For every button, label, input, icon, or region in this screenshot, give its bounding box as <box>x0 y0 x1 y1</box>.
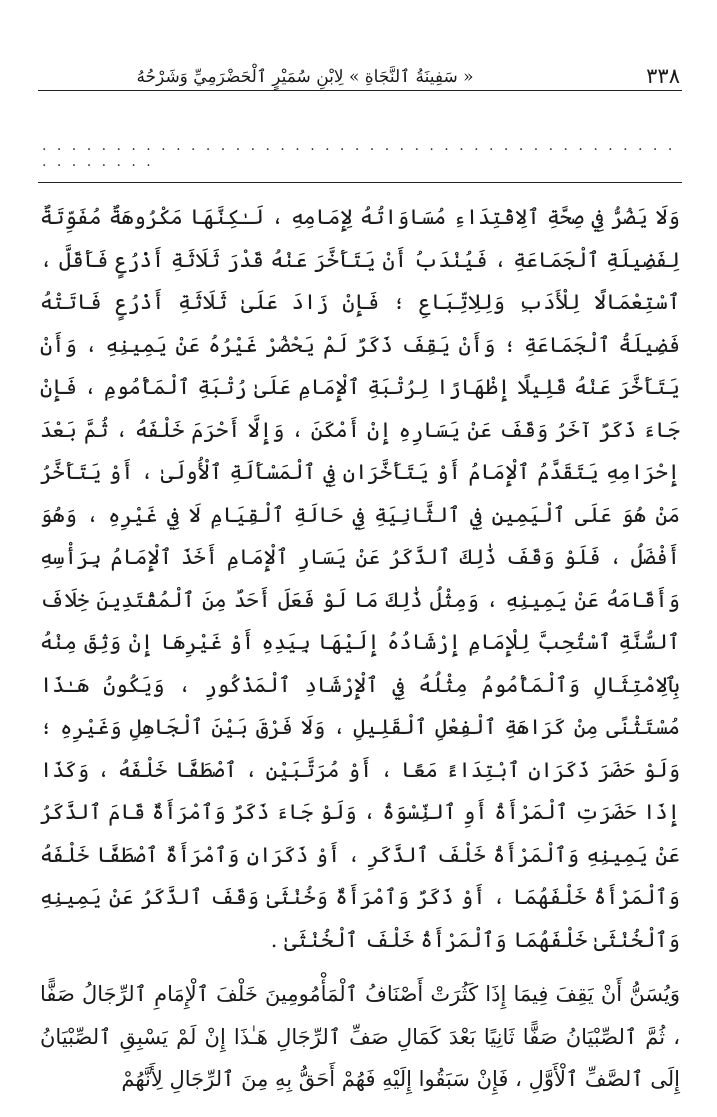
paragraph-1: وَلَا يَضُرُّ فِي صِحَّةِ ٱلِاقْتِدَاءِ مُسَاوَاتُهُ لِإِمَامِهِ ، لَـٰكِنَّهَا مَكْرُوهَةٌ مُفَوِّتَةٌ لِفَضِيلَةِ ٱلْجَمَاعَةِ ، فَيُنْدَبُ أَنْ يَتَأَخَّرَ عَنْهُ قَدْرَ ثَلَاثَةِ أَذْرُعٍ فَأَقَلَّ ، ٱسْتِعْمَالًا لِلْأَدَبِ وَلِلِاتِّبَاعِ ؛ فَإِنْ زَادَ عَلَىٰ ثَلَاثَةِ أَذْرُعٍ فَاتَتْهُ فَضِيلَةُ ٱلْجَمَاعَةِ ؛ وَأَنْ يَقِفَ ذَكَرٌ لَمْ يَحْضُرْ غَيْرُهُ عَنْ يَمِينِهِ ، وَأَنْ يَتَأَخَّرَ عَنْهُ قَلِيلًا إِظْهَارًا لِرُتْبَةِ ٱلْإِمَامِ عَلَىٰ رُتْبَةِ ٱلْمَأْمُومِ ، فَإِنْ جَاءَ ذَكَرٌ آخَرُ وَقَفَ عَنْ يَسَارِهِ إِنْ أَمْكَنَ ، وَإِلَّا أَحْرَمَ خَلْفَهُ ، ثُمَّ بَعْدَ إِحْرَامِهِ يَتَقَدَّمُ ٱلْإِمَامُ أَوْ يَتَأَخَّرَانِ فِي ٱلْمَسْأَلَةِ ٱلْأُولَىٰ ، أَوْ يَتَأَخَّرُ مَنْ هُوَ عَلَى ٱلْيَمِينِ فِي ٱلثَّانِيَةِ فِي حَالَةِ ٱلْقِيَامِ لَا فِي غَيْرِهِ ، وَهُوَ أَفْضَلُ ، فَلَوْ وَقَفَ ذَٰلِكَ ٱلذَّكَرُ عَنْ يَسَارِ ٱلْإِمَامِ أَخَذَ ٱلْإِمَامُ بِرَأْسِهِ وَأَقَامَهُ عَنْ يَمِينِهِ ، وَمِثْلُ ذَٰلِكَ مَا لَوْ فَعَلَ أَحَدٌ مِنَ ٱلْمُقْتَدِينَ خِلَافَ ٱلسُّنَّةِ ٱسْتُحِبَّ لِلْإِمَامِ إِرْشَادُهُ إِلَيْهَا بِيَدِهِ أَوْ غَيْرِهَا إِنْ وَثِقَ مِنْهُ بِٱلِامْتِثَالِ وَٱلْمَأْمُومُ مِثْلُهُ فِي ٱلْإِرْشَادِ ٱلْمَذْكُورِ ، وَيَكُونُ هَـٰذَا مُسْتَثْنًى مِنْ كَرَاهَةِ ٱلْفِعْلِ ٱلْقَلِيلِ ، وَلَا فَرْقَ بَيْنَ ٱلْجَاهِلِ وَغَيْرِهِ ؛ وَلَوْ حَضَرَ ذَكَرَانِ ٱبْتِدَاءً مَعًا ، أَوْ مُرَتَّبَيْنِ ، ٱصْطَفَّا خَلْفَهُ ، وَكَذَا إِذَا حَضَرَتِ ٱلْمَرْأَةُ أَوِ ٱلنِّسْوَةُ ، وَلَوْ جَاءَ ذَكَرٌ وَٱمْرَأَةٌ قَامَ ٱلذَّكَرُ عَنْ يَمِينِهِ وَٱلْمَرْأَةُ خَلْفَ ٱلذَّكَرِ ، أَوْ ذَكَرَانِ وَٱمْرَأَةٌ ٱصْطَفَّا خَلْفَهُ وَٱلْمَرْأَةُ خَلْفَهُمَا ، أَوْ ذَكَرٌ وَٱمْرَأَةٌ وَخُنْثَىٰ وَقَفَ ٱلذَّكَرُ عَنْ يَمِينِهِ وَٱلْخُنْثَىٰ خَلْفَهُمَا وَٱلْمَرْأَةُ خَلْفَ ٱلْخُنْثَىٰ . <box>40 205 680 952</box>
body-text <box>40 196 680 1101</box>
running-title: « سَفِينَةُ ٱلنَّجَاةِ » لِابْنِ سُمَيْرٍ ٱلْحَضْرَمِيِّ وَشَرْحُهُ <box>136 67 474 87</box>
section-rule <box>38 182 682 183</box>
ellipsis-separator: . . . . . . . . . . . . . . . . . . . . . . . . . . . . . . . . . . . . . . . . . . . . . . . . . . . <box>42 138 676 170</box>
page-number: ٣٣٨ <box>646 64 680 88</box>
header-rule <box>38 90 682 91</box>
paragraph-2: وَيُسَنُّ أَنْ يَقِفَ فِيمَا إِذَا كَثُرَتْ أَصْنَافُ ٱلْمَأْمُومِينَ خَلْفَ ٱلْإِمَامِ ٱلرِّجَالُ صَفًّا ، ثُمَّ ٱلصِّبْيَانُ صَفًّا ثَانِيًا بَعْدَ كَمَالِ صَفِّ ٱلرِّجَالِ هَـٰذَا إِنْ لَمْ يَسْبِقِ ٱلصِّبْيَانُ إِلَى ٱلصَّفِّ ٱلْأَوَّلِ ، فَإِنْ سَبَقُوا إِلَيْهِ فَهُمْ أَحَقُّ بِهِ مِنَ ٱلرِّجَالِ لِأَنَّهُمْ <box>40 982 680 1091</box>
